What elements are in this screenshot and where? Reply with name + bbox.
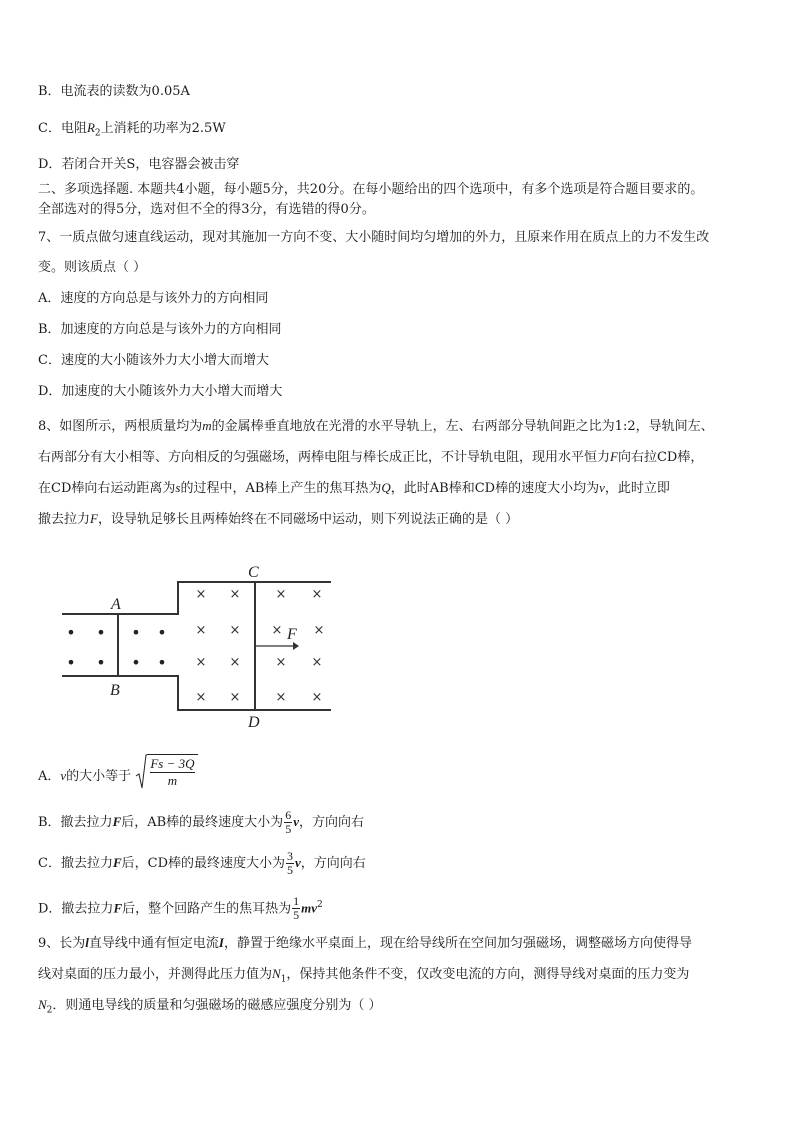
force-arrow-head — [293, 642, 299, 650]
q9-stem-line2: 线对桌面的压力最小，并测得此压力值为$N_1$，保持其他条件不变，仅改变电流的方向，测得导线对桌面的压力变为 — [38, 966, 690, 985]
q9-stem-line1: 9、长为l直导线中通有恒定电流I，静置于绝缘水平桌面上，现在给导线所在空间加匀强磁场，调整磁场方向使得导 — [38, 935, 692, 951]
field-cross: × — [311, 655, 323, 670]
field-dot: • — [66, 653, 76, 672]
label-c: C — [248, 564, 259, 581]
field-dot: • — [157, 623, 167, 642]
q9-stem-line3: $N_2$．则通电导线的质量和匀强磁场的磁感应强度分别为（ ） — [38, 997, 382, 1016]
section2-instructions-line2: 全部选对的得5分，选对但不全的得3分，有选错的得0分。 — [38, 202, 375, 217]
field-cross: × — [311, 690, 323, 705]
field-dot: • — [96, 623, 106, 642]
sqrt-expression: $\frac{Fs - 3Q}{m}$ — [135, 754, 197, 799]
label-b: B — [110, 682, 120, 699]
section2-instructions-line1: 二、多项选择题. 本题共4小题，每小题5分，共20分。在每小题给出的四个选项中，有多个选项是符合题目要求的。 — [38, 182, 704, 197]
q7-option-b: B．加速度的方向总是与该外力的方向相同 — [38, 322, 282, 337]
field-dot: • — [131, 653, 141, 672]
q8-option-d: D．撤去拉力F后，整个回路产生的焦耳热为 $\frac{1}{5}$ $mv^2$ — [38, 894, 323, 923]
field-cross: × — [275, 690, 287, 705]
q7-stem-line2: 变。则该质点（ ） — [38, 260, 147, 275]
field-cross: × — [229, 655, 241, 670]
q6-option-c: C．电阻$R_2$上消耗的功率为2.5W — [38, 120, 226, 139]
fraction: $\frac{6}{5}$ — [285, 808, 292, 836]
q8-stem-line2: 右两部分有大小相等、方向相反的匀强磁场，两棒电阻与棒长成正比，不计导轨电阻，现用水平恒力F向右拉CD棒， — [38, 449, 704, 465]
field-cross: × — [195, 655, 207, 670]
field-cross: × — [271, 623, 283, 638]
q6-option-d: D．若闭合开关S，电容器会被击穿 — [38, 157, 240, 172]
q7-option-c: C．速度的大小随该外力大小增大而增大 — [38, 353, 269, 368]
field-cross: × — [195, 587, 207, 602]
q7-stem-line1: 7、一质点做匀速直线运动，现对其施加一方向不变、大小随时间均匀增加的外力，且原来作用在质点上的力不发生改 — [38, 230, 710, 245]
q7-option-a: A．速度的方向总是与该外力的方向相同 — [38, 291, 269, 306]
radical-sign — [135, 754, 147, 790]
rail-diagram — [55, 558, 345, 733]
label-a: A — [111, 596, 121, 613]
label-d: D — [248, 714, 260, 731]
q7-option-d: D．加速度的大小随该外力大小增大而增大 — [38, 384, 283, 399]
field-cross: × — [313, 623, 325, 638]
field-cross: × — [195, 690, 207, 705]
field-dot: • — [96, 653, 106, 672]
field-dot: • — [66, 623, 76, 642]
fraction: $\frac{1}{5}$ — [293, 894, 300, 923]
field-cross: × — [229, 690, 241, 705]
field-dot: • — [157, 653, 167, 672]
field-cross: × — [275, 655, 287, 670]
field-cross: × — [229, 623, 241, 638]
field-cross: × — [275, 587, 287, 602]
q8-option-a: A．v的大小等于 $\frac{Fs - 3Q}{m}$ — [38, 754, 198, 799]
fraction: $\frac{3}{5}$ — [287, 849, 293, 877]
field-cross: × — [195, 623, 207, 638]
q8-stem-line1: 8、如图所示，两根质量均为m的金属棒垂直地放在光滑的水平导轨上，左、右两部分导轨间距之比为1:2，导轨间左、 — [38, 418, 714, 434]
q8-stem-line3: 在CD棒向右运动距离为s的过程中，AB棒上产生的焦耳热为Q，此时AB棒和CD棒的速度大小均为v，此时立即 — [38, 480, 670, 496]
q8-option-c: C．撤去拉力F后，CD棒的最终速度大小为 $\frac{3}{5}$ v，方向向右 — [38, 849, 366, 877]
q8-option-b: B．撤去拉力F后，AB棒的最终速度大小为 $\frac{6}{5}$ v，方向向右 — [38, 808, 364, 836]
q6-option-b: B．电流表的读数为0.05A — [38, 84, 190, 99]
field-cross: × — [311, 587, 323, 602]
field-cross: × — [229, 587, 241, 602]
q8-stem-line4: 撤去拉力F，设导轨足够长且两棒始终在不同磁场中运动，则下列说法正确的是（ ） — [38, 511, 519, 527]
label-f: F — [287, 626, 297, 643]
field-dot: • — [131, 623, 141, 642]
